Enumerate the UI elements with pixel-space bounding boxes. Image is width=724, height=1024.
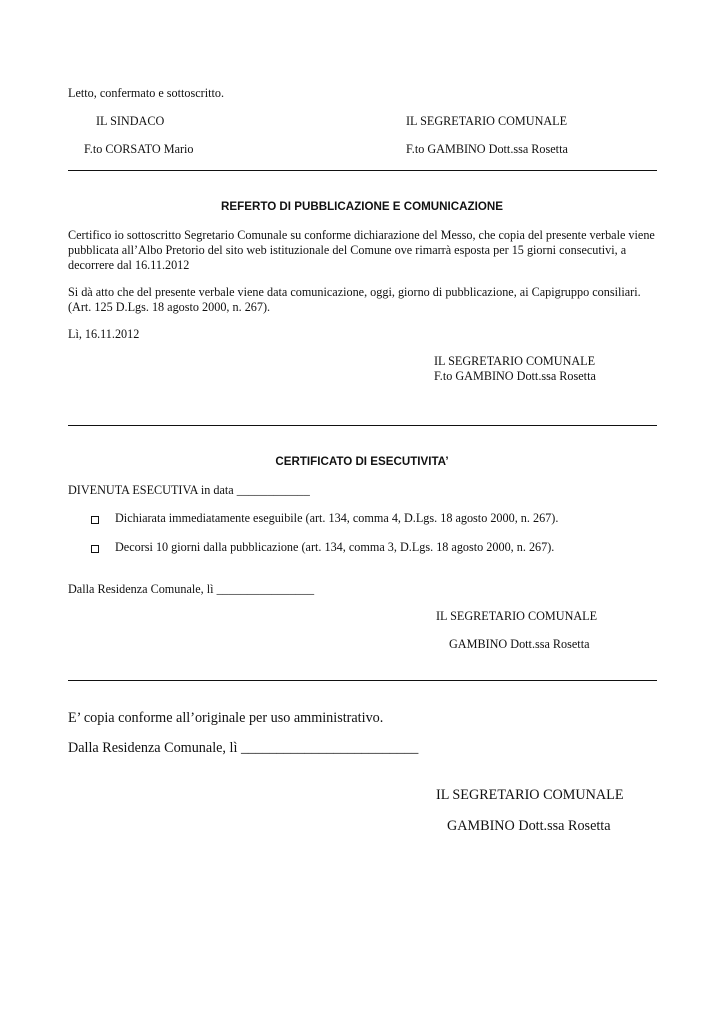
executivity-secretary-title: IL SEGRETARIO COMUNALE <box>436 609 598 623</box>
option-after-ten-days: Decorsi 10 giorni dalla pubblicazione (art. 134, comma 3, D.Lgs. 18 agosto 2000, n. 267). <box>115 540 555 554</box>
executivity-place-line: Dalla Residenza Comunale, lì ________________ <box>68 582 315 596</box>
communication-paragraph-line: Si dà atto che del presente verbale viene data comunicazione, oggi, giorno di pubblicazione, ai Capigruppo consiliari. <box>68 285 641 299</box>
publication-secretary-name: F.to GAMBINO Dott.ssa Rosetta <box>434 369 596 383</box>
publication-paragraph-line: pubblicata all’Albo Pretorio del sito web istituzionale del Comune ove rimarrà esposta per 15 giorni consecutivi, a <box>68 243 627 257</box>
secretary-name: F.to GAMBINO Dott.ssa Rosetta <box>406 142 568 156</box>
checkbox-icon <box>91 545 99 553</box>
publication-paragraph-line: decorrere dal 16.11.2012 <box>68 258 190 272</box>
publication-secretary-title: IL SEGRETARIO COMUNALE <box>434 354 596 368</box>
secretary-title: IL SEGRETARIO COMUNALE <box>406 114 568 128</box>
became-executive-line: DIVENUTA ESECUTIVA in data ____________ <box>68 483 310 497</box>
divider <box>68 170 657 171</box>
divider <box>68 680 657 681</box>
checkbox-icon <box>91 516 99 524</box>
place-date: Lì, 16.11.2012 <box>68 327 140 341</box>
copy-place-line: Dalla Residenza Comunale, lì _________________________ <box>68 740 419 756</box>
divider <box>68 425 657 426</box>
publication-heading: REFERTO DI PUBBLICAZIONE E COMUNICAZIONE <box>221 200 503 213</box>
executivity-secretary-name: GAMBINO Dott.ssa Rosetta <box>449 637 590 651</box>
confirmation-text: Letto, confermato e sottoscritto. <box>68 86 225 100</box>
option-immediately-executable: Dichiarata immediatamente eseguibile (art. 134, comma 4, D.Lgs. 18 agosto 2000, n. 267). <box>115 511 559 525</box>
mayor-title: IL SINDACO <box>96 114 165 128</box>
copy-secretary-name: GAMBINO Dott.ssa Rosetta <box>447 818 611 834</box>
copy-statement: E’ copia conforme all’originale per uso amministrativo. <box>68 710 384 726</box>
executivity-heading: CERTIFICATO DI ESECUTIVITA’ <box>275 455 449 468</box>
mayor-name: F.to CORSATO Mario <box>84 142 194 156</box>
copy-secretary-title: IL SEGRETARIO COMUNALE <box>436 787 624 803</box>
communication-paragraph-line: (Art. 125 D.Lgs. 18 agosto 2000, n. 267). <box>68 300 271 314</box>
publication-paragraph-line: Certifico io sottoscritto Segretario Comunale su conforme dichiarazione del Messo, che copia del presente verbale viene <box>68 228 655 242</box>
